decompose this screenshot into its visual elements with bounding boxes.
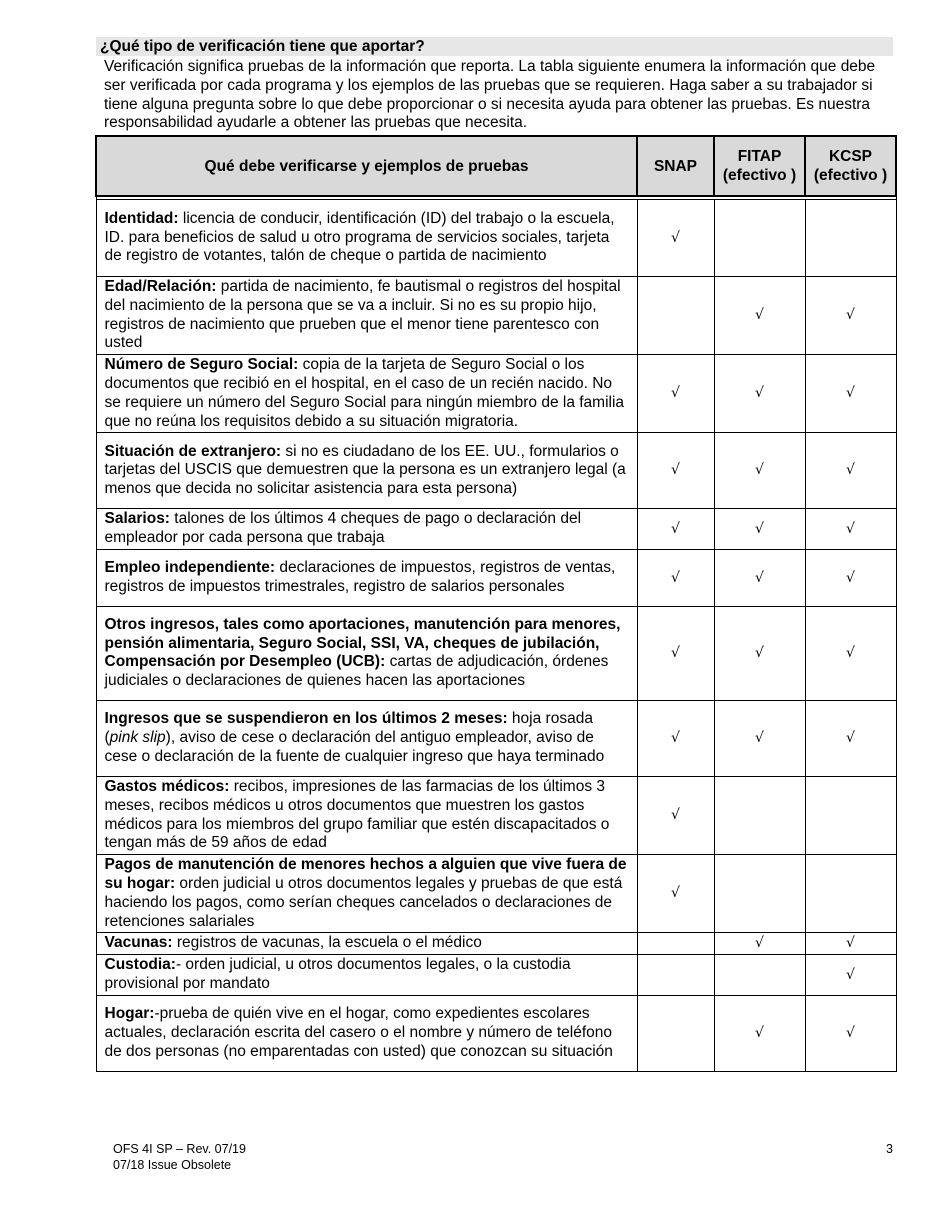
- row-description: [96, 855, 637, 933]
- row-text: ), aviso de cese o declaración del antiguo empleador, aviso de cese o declaración de la fuente de cualquier ingreso que haya terminado: [104, 729, 605, 765]
- row-label: Identidad:: [104, 209, 179, 227]
- table-row: [96, 200, 896, 277]
- row-text: hoja rosada (: [104, 710, 593, 747]
- kcsp-check: √: [805, 509, 896, 550]
- row-text: copia de la tarjeta de Seguro Social o los documentos que recibió en el hospital, en el caso de un recién nacido. No se requiere un número del Seguro Social para ningún miembro de la familia que no reúna los requisitos debido a su situación migratoria.: [104, 356, 625, 430]
- row-label: Hogar:: [104, 1005, 155, 1023]
- header-snap: SNAP: [637, 136, 714, 196]
- header-fitap: FITAP (efectivo ): [714, 136, 805, 196]
- row-label: Custodia:: [104, 956, 176, 974]
- fitap-check: √: [714, 700, 805, 776]
- table-row: [96, 995, 896, 1071]
- row-text: licencia de conducir, identificación (ID) del trabajo o la escuela, ID. para beneficios de salud u otro programa de servicios sociales, tarjeta de registro de votantes, talón de cheque o partida de nacimiento: [104, 209, 615, 265]
- table-row: [96, 700, 896, 776]
- row-description: [96, 277, 637, 355]
- table-row: [96, 509, 896, 550]
- obsolete-note: 07/18 Issue Obsolete: [113, 1157, 232, 1172]
- table-row: [96, 955, 896, 996]
- row-label: Situación de extranjero:: [104, 442, 282, 460]
- snap-check: [637, 995, 714, 1071]
- fitap-check: [714, 855, 805, 933]
- header-description: Qué debe verificarse y ejemplos de pruebas: [96, 136, 637, 196]
- table-header-row: [96, 136, 896, 196]
- table-row: [96, 355, 896, 433]
- row-label: Empleo independiente:: [104, 559, 276, 577]
- row-description: [96, 549, 637, 606]
- fitap-check: √: [714, 277, 805, 355]
- fitap-check: √: [714, 995, 805, 1071]
- row-italic-text: pink slip: [109, 729, 166, 747]
- intro-paragraph: Verificación significa pruebas de la información que reporta. La tabla siguiente enumera la información que debe ser verificada por cada programa y los ejemplos de las pruebas que se requieren. Haga saber a su trabajador si tiene alguna pregunta sobre lo que debe proporcionar o si necesita ayuda para obtener las pruebas. Es nuestra responsabilidad ayudarle a obtener las pruebas que necesita.: [104, 58, 876, 132]
- row-label: Gastos médicos:: [104, 777, 230, 795]
- snap-check: √: [637, 355, 714, 433]
- kcsp-check: √: [805, 995, 896, 1071]
- table-row: [96, 776, 896, 854]
- row-label: Otros ingresos, tales como aportaciones, manutención para menores, pensión alimentaria, Seguro Social, SSI, VA, cheques de jubilación, Compensación por Desempleo (UCB):: [104, 615, 621, 671]
- snap-check: √: [637, 433, 714, 509]
- row-text: talones de los últimos 4 cheques de pago o declaración del empleador por cada persona que trabaja: [104, 510, 582, 547]
- snap-check: √: [637, 855, 714, 933]
- snap-check: √: [637, 509, 714, 550]
- section-title: ¿Qué tipo de verificación tiene que aportar?: [96, 37, 893, 56]
- row-label: Edad/Relación:: [104, 278, 217, 295]
- kcsp-check: √: [805, 933, 896, 955]
- row-text: -prueba de quién vive en el hogar, como expedientes escolares actuales, declaración escrita del casero o el nombre y número de teléfono de dos personas (no emparentadas con usted) que conozcan su situación: [104, 1005, 613, 1060]
- form-id: OFS 4I SP – Rev. 07/19: [113, 1142, 246, 1156]
- page-number: 3: [886, 1142, 893, 1156]
- snap-check: √: [637, 606, 714, 700]
- row-description: [96, 200, 637, 277]
- fitap-check: √: [714, 606, 805, 700]
- kcsp-check: √: [805, 700, 896, 776]
- kcsp-check: √: [805, 433, 896, 509]
- snap-check: √: [637, 549, 714, 606]
- fitap-check: √: [714, 549, 805, 606]
- row-description: [96, 433, 637, 509]
- row-description: [96, 509, 637, 550]
- table-row: [96, 855, 896, 933]
- snap-check: [637, 933, 714, 955]
- row-text: registros de vacunas, la escuela o el médico: [172, 934, 482, 952]
- row-description: [96, 606, 637, 700]
- kcsp-check: √: [805, 606, 896, 700]
- row-label: Ingresos que se suspendieron en los últimos 2 meses:: [104, 710, 508, 728]
- snap-check: √: [637, 200, 714, 277]
- row-text: declaraciones de impuestos, registros de ventas, registros de impuestos trimestrales, registro de salarios personales: [104, 559, 616, 595]
- fitap-check: √: [714, 355, 805, 433]
- table-row: [96, 933, 896, 955]
- snap-check: √: [637, 700, 714, 776]
- table-row: [96, 606, 896, 700]
- row-description: [96, 995, 637, 1071]
- row-text: recibos, impresiones de las farmacias de los últimos 3 meses, recibos médicos u otros documentos que muestren los gastos médicos para los miembros del grupo familiar que estén discapacitados o tengan más de 59 años de edad: [104, 777, 610, 852]
- footer-left: [113, 1142, 246, 1173]
- row-text: orden judicial u otros documentos legales y pruebas de que está haciendo los pagos, como serían cheques cancelados o declaraciones de retenciones salariales: [104, 874, 623, 930]
- fitap-check: [714, 776, 805, 854]
- row-label: Pagos de manutención de menores hechos a alguien que vive fuera de su hogar:: [104, 856, 627, 892]
- fitap-check: [714, 955, 805, 996]
- kcsp-check: √: [805, 355, 896, 433]
- table-row: [96, 277, 896, 355]
- row-text: si no es ciudadano de los EE. UU., formularios o tarjetas del USCIS que demuestren que la persona es un extranjero legal (a menos que decida no solicitar asistencia para esta persona): [104, 442, 626, 498]
- header-kcsp: KCSP (efectivo ): [805, 136, 896, 196]
- row-description: [96, 776, 637, 854]
- verification-table: [95, 135, 897, 1072]
- fitap-check: [714, 200, 805, 277]
- row-label: Número de Seguro Social:: [104, 356, 299, 374]
- kcsp-check: [805, 776, 896, 854]
- snap-check: [637, 955, 714, 996]
- table-row: [96, 549, 896, 606]
- kcsp-check: √: [805, 277, 896, 355]
- row-label: Vacunas:: [104, 934, 173, 952]
- row-text: cartas de adjudicación, órdenes judiciales o declaraciones de quienes hacen las aportaciones: [104, 653, 609, 690]
- row-description: [96, 955, 637, 996]
- snap-check: [637, 277, 714, 355]
- row-label: Salarios:: [104, 510, 170, 528]
- kcsp-check: [805, 855, 896, 933]
- fitap-check: √: [714, 433, 805, 509]
- row-description: [96, 933, 637, 955]
- kcsp-check: √: [805, 955, 896, 996]
- kcsp-check: [805, 200, 896, 277]
- table-row: [96, 433, 896, 509]
- snap-check: √: [637, 776, 714, 854]
- kcsp-check: √: [805, 549, 896, 606]
- fitap-check: √: [714, 933, 805, 955]
- fitap-check: √: [714, 509, 805, 550]
- row-description: [96, 355, 637, 433]
- row-text: - orden judicial, u otros documentos legales, o la custodia provisional por mandato: [104, 956, 571, 992]
- row-description: [96, 700, 637, 776]
- row-text: partida de nacimiento, fe bautismal o registros del hospital del nacimiento de la persona que se va a incluir. Si no es su propio hijo, registros de nacimiento que prueben que el menor tiene parentesco con usted: [104, 278, 621, 352]
